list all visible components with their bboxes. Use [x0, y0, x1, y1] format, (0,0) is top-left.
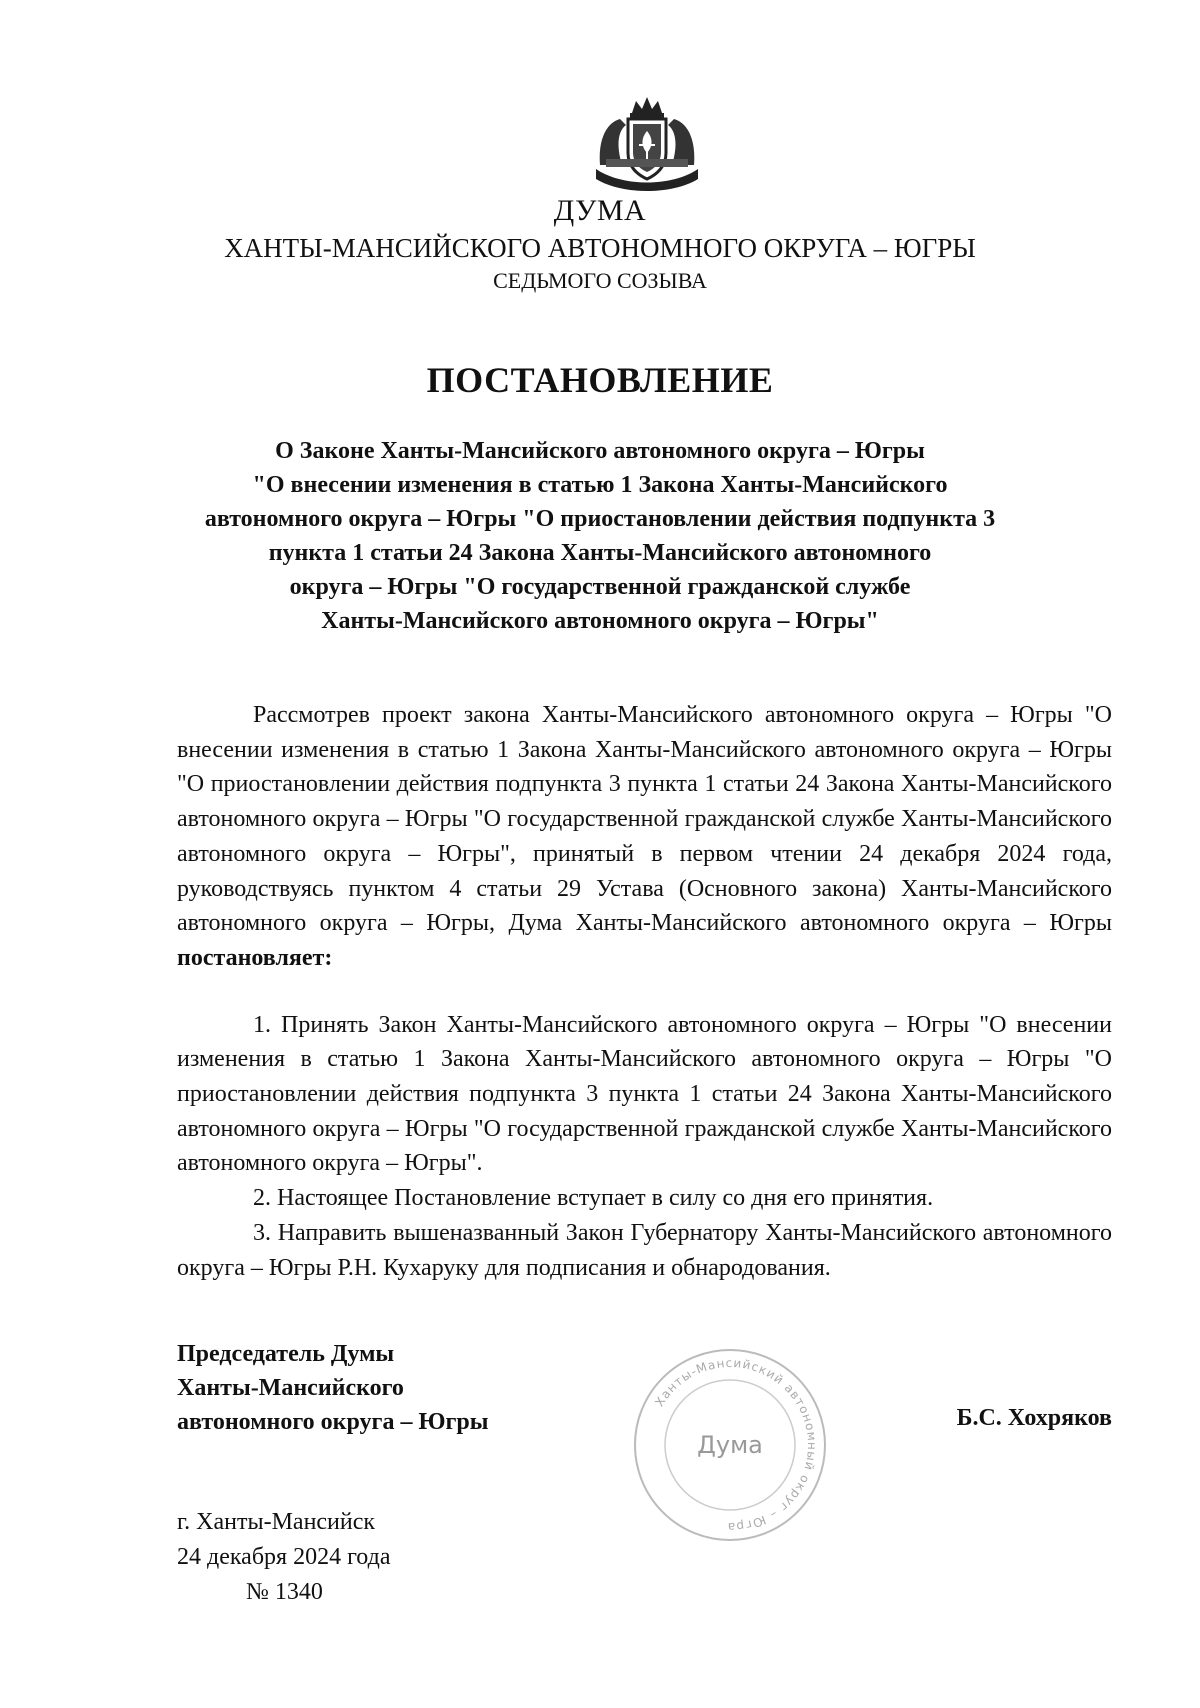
subject-line: автономного округа – Югры "О приостановлении действия подпункта 3	[204, 506, 996, 532]
signer-name: Б.С. Хохряков	[956, 1405, 1112, 1431]
convocation: СЕДЬМОГО СОЗЫВА	[493, 268, 707, 293]
place: г. Ханты-Мансийск	[177, 1509, 376, 1535]
signatory-title-line: автономного округа – Югры	[177, 1409, 489, 1435]
document-number: № 1340	[246, 1579, 323, 1605]
resolution-item-3: 3. Направить вышеназванный Закон Губернатору Ханты-Мансийского автономного округа – Югры Р.Н. Кухаруку для подписания и обнародования.	[177, 1219, 1112, 1281]
subject-line: пункта 1 статьи 24 Закона Ханты-Мансийского автономного	[268, 540, 932, 566]
date: 24 декабря 2024 года	[177, 1544, 391, 1570]
resolution-item-1: 1. Принять Закон Ханты-Мансийского автономного округа – Югры "О внесении изменения в статью 1 Закона Ханты-Мансийского автономного округа – Югры "О приостановлении действия подпункта 3 пункта 1 статьи 24 Закона Ханты-Мансийского автономного округа – Югры "О государственной гражданской службе Ханты-Мансийского автономного округа – Югры".	[177, 1011, 1112, 1177]
seal-center-text: Дума	[697, 1431, 763, 1459]
signatory-title-line: Председатель Думы	[177, 1341, 395, 1367]
seal-ring-text: Ханты-Мансийский автономный округ – Югра	[652, 1355, 820, 1535]
resolves-word: постановляет:	[177, 944, 333, 971]
preamble-text: Рассмотрев проект закона Ханты-Мансийского автономного округа – Югры "О внесении изменения в статью 1 Закона Ханты-Мансийского автономного округа – Югры "О приостановлении действия подпункта 3 пункта 1 статьи 24 Закона Ханты-Мансийского автономного округа – Югры "О государственной гражданской службе Ханты-Мансийского автономного округа – Югры", принятый в первом чтении 24 декабря 2024 года, руководствуясь пунктом 4 статьи 29 Устава (Основного закона) Ханты-Мансийского автономного округа – Югры, Дума Ханты-Мансийского автономного округа – Югры	[177, 702, 1112, 937]
subject-line: Ханты-Мансийского автономного округа – Югры"	[321, 608, 879, 634]
signatory-title	[177, 1337, 488, 1439]
document-subject	[150, 434, 1050, 638]
signatory-title-line: Ханты-Мансийского	[177, 1375, 404, 1401]
resolution-item-2: 2. Настоящее Постановление вступает в силу со дня его принятия.	[253, 1185, 934, 1212]
subject-line: "О внесении изменения в статью 1 Закона Ханты-Мансийского	[252, 472, 948, 498]
coat-of-arms-icon	[592, 95, 702, 195]
institution-name: ДУМА	[553, 194, 647, 227]
document-body	[177, 698, 1112, 1285]
subject-line: округа – Югры "О государственной гражданской службе	[289, 574, 911, 600]
subject-line: О Законе Ханты-Мансийского автономного округа – Югры	[275, 438, 925, 464]
document-type: ПОСТАНОВЛЕНИЕ	[426, 360, 774, 400]
official-seal	[630, 1345, 830, 1545]
okrug-name: ХАНТЫ-МАНСИЙСКОГО АВТОНОМНОГО ОКРУГА – ЮГРЫ	[224, 233, 976, 263]
document-footer	[177, 1505, 390, 1610]
preamble-paragraph	[177, 698, 1112, 976]
